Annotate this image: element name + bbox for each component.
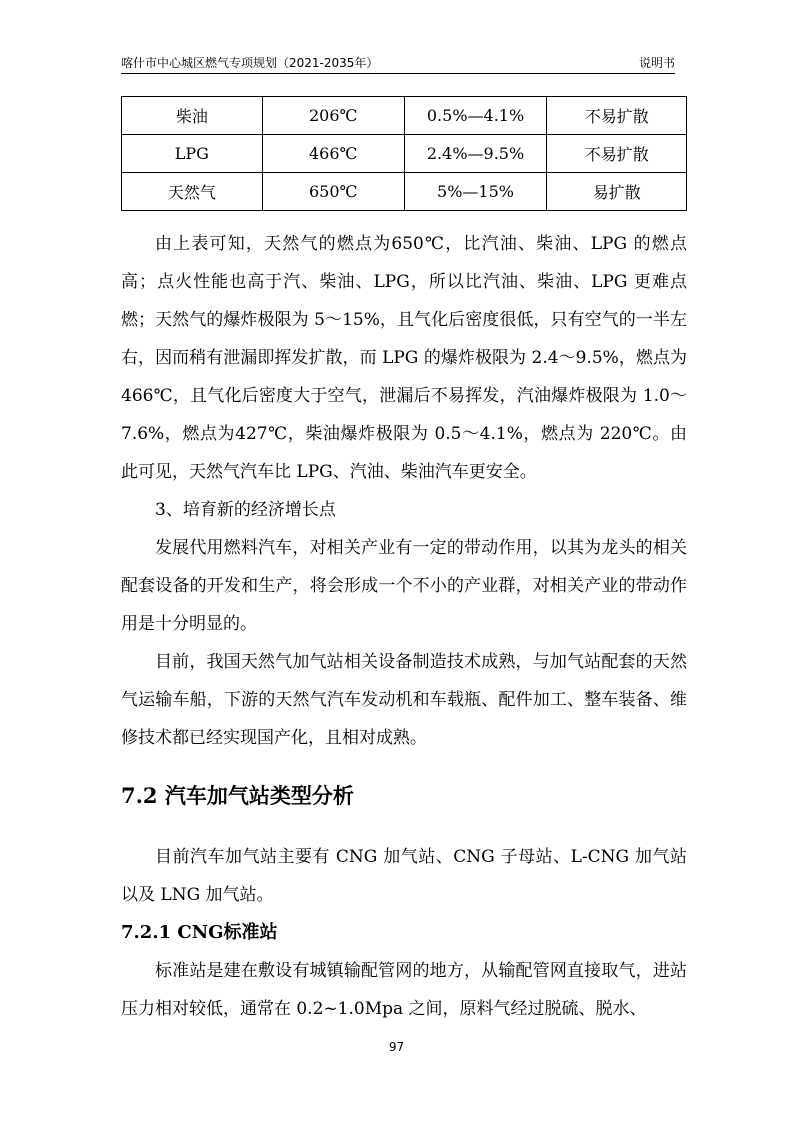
body-block-1 <box>121 225 687 757</box>
paragraph-standard-station: 标准站是建在敷设有城镇输配管网的地方，从输配管网直接取气，进站压力相对较低，通常在 0.2~1.0Mpa 之间，原料气经过脱硫、脱水、 <box>121 961 687 1019</box>
table-cell: 0.5%—4.1% <box>404 97 547 135</box>
paragraph-industry-driving: 发展代用燃料汽车，对相关产业有一定的带动作用，以其为龙头的相关配套设备的开发和生产，将会形成一个不小的产业群，对相关产业的带动作用是十分明显的。 <box>121 538 687 634</box>
table-cell: 天然气 <box>122 173 263 211</box>
list-item-growth-point: 3、培育新的经济增长点 <box>155 500 336 520</box>
header-section-label: 说明书 <box>638 56 675 70</box>
body-block-2 <box>121 776 687 816</box>
table-cell: 5%—15% <box>404 173 547 211</box>
header-document-title: 喀什市中心城区燃气专项规划（2021-2035年） <box>121 56 379 70</box>
section-heading-7-2: 7.2 汽车加气站类型分析 <box>121 783 354 808</box>
table-cell: 柴油 <box>122 97 263 135</box>
paragraph-equipment-maturity: 目前，我国天然气加气站相关设备制造技术成熟，与加气站配套的天然气运输车船，下游的天然气汽车发动机和车载瓶、配件加工、整车装备、维修技术都已经实现国产化，且相对成熟。 <box>121 652 687 748</box>
section-heading-7-2-1: 7.2.1 CNG标准站 <box>121 922 278 943</box>
table-cell: 650℃ <box>262 173 404 211</box>
table-cell: 2.4%—9.5% <box>404 135 547 173</box>
table-row <box>122 135 687 173</box>
header-rule <box>121 73 675 74</box>
body-block-3 <box>121 838 687 1028</box>
table-cell: 不易扩散 <box>547 97 687 135</box>
table-row <box>122 97 687 135</box>
table-cell: 466℃ <box>262 135 404 173</box>
page-header <box>121 50 675 74</box>
table-row <box>122 173 687 211</box>
table-cell: 206℃ <box>262 97 404 135</box>
table-cell: LPG <box>122 135 263 173</box>
ignition-comparison-table <box>121 96 687 211</box>
table-cell: 易扩散 <box>547 173 687 211</box>
paragraph-station-types: 目前汽车加气站主要有 CNG 加气站、CNG 子母站、L-CNG 加气站以及 LNG 加气站。 <box>121 847 687 905</box>
table-cell: 不易扩散 <box>547 135 687 173</box>
page-number: 97 <box>388 1040 405 1054</box>
paragraph-safety-comparison: 由上表可知，天然气的燃点为650℃，比汽油、柴油、LPG 的燃点高；点火性能也高于汽、柴油、LPG，所以比汽油、柴油、LPG 更难点燃；天然气的爆炸极限为 5～15%，且气化后密度很低，只有空气的一半左右，因而稍有泄漏即挥发扩散，而 LPG 的爆炸极限为 2.4～9.5%，燃点为466℃，且气化后密度大于空气，泄漏后不易挥发，汽油爆炸极限为 1.0～7.6%，燃点为427℃，柴油爆炸极限为 0.5～4.1%，燃点为 220℃。由此可见，天然气汽车比 LPG、汽油、柴油汽车更安全。 <box>121 234 687 482</box>
